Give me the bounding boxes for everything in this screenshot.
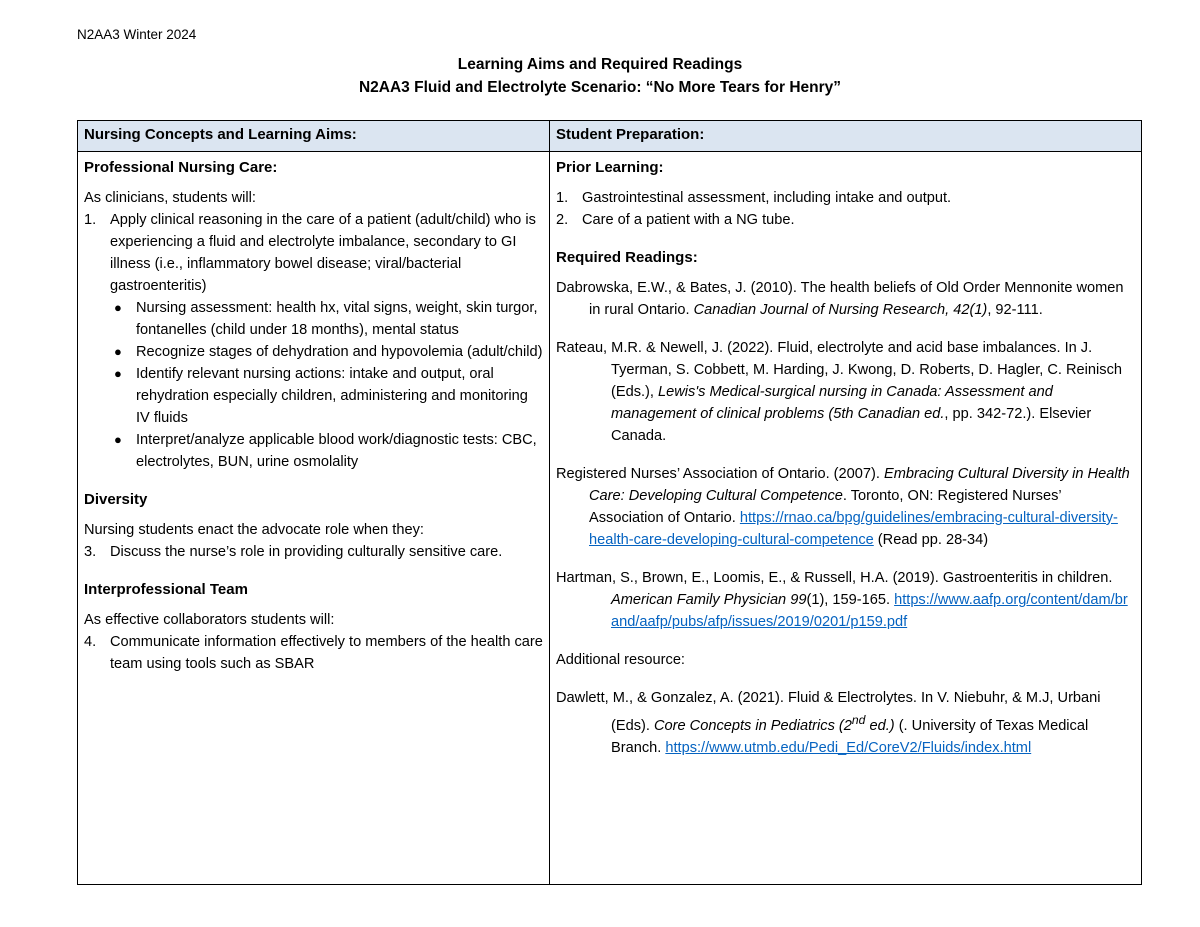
ref-tail: , 92-111.: [987, 302, 1043, 318]
table-header-row: [78, 121, 1142, 152]
list-text: Communicate information effectively to members of the health care team using tools such as SBAR: [110, 634, 543, 672]
course-term: N2AA3 Winter 2024: [77, 27, 197, 42]
list-number: 4.: [84, 634, 97, 650]
diversity-heading: Diversity: [84, 491, 148, 508]
list-text: Identify relevant nursing actions: intake and output, oral rehydration especially children, administering and monitoring IV fluids: [136, 366, 528, 426]
list-item: [84, 631, 543, 675]
list-item: [110, 429, 543, 473]
ref-publisher: . Toronto, ON: Registered Nurses’ Association of Ontario.: [589, 488, 1062, 526]
student-preparation-cell: [550, 152, 1142, 885]
prior-learning-list: [556, 187, 1135, 231]
list-item: [556, 187, 1135, 209]
list-item: [110, 341, 543, 363]
list-item: [84, 541, 543, 563]
list-number: 1.: [556, 190, 569, 206]
reference-rateau: [556, 337, 1135, 447]
ref-book-edition: ed.): [865, 717, 895, 734]
rnao-link[interactable]: https://rnao.ca/bpg/guidelines/embracing-cultural-diversity-health-care-developing-cultural-competence: [589, 510, 1118, 548]
list-text: Apply clinical reasoning in the care of a patient (adult/child) who is experiencing a fluid and electrolyte imbalance, secondary to GI illness (i.e., inflammatory bowel disease; viral/bacterial gastroenteritis): [110, 212, 536, 294]
ref-authors: Registered Nurses’ Association of Ontario. (2007).: [556, 466, 884, 482]
ref-tail: (. University of Texas Medical Branch.: [611, 717, 1089, 756]
professional-intro: As clinicians, students will:: [84, 190, 256, 206]
bullet-icon: ●: [114, 366, 122, 381]
ref-book: Core Concepts in Pediatrics (2: [653, 717, 852, 734]
professional-heading: Professional Nursing Care:: [84, 159, 278, 176]
diversity-intro: Nursing students enact the advocate role when they:: [84, 522, 424, 538]
learning-aims-cell: [78, 152, 550, 885]
list-text: Nursing assessment: health hx, vital signs, weight, skin turgor, fontanelles (child under 18 months), mental status: [136, 300, 538, 338]
interprofessional-heading: Interprofessional Team: [84, 581, 248, 598]
list-text: Care of a patient with a NG tube.: [582, 212, 795, 228]
diversity-list: [84, 541, 543, 563]
ref-tail: (Read pp. 28-34): [873, 532, 989, 548]
additional-resource-label: Additional resource:: [556, 652, 685, 668]
aafp-link[interactable]: https://www.aafp.org/content/dam/brand/aafp/pubs/afp/issues/2019/0201/p159.pdf: [611, 592, 1128, 630]
list-text: Gastrointestinal assessment, including intake and output.: [582, 190, 952, 206]
list-text: Recognize stages of dehydration and hypovolemia (adult/child): [136, 344, 543, 360]
utmb-link[interactable]: https://www.utmb.edu/Pedi_Ed/CoreV2/Fluids/index.html: [665, 739, 1032, 756]
list-number: 3.: [84, 544, 97, 560]
list-item: [84, 209, 543, 297]
document-title: [0, 53, 1200, 99]
ref-journal: Canadian Journal of Nursing Research, 42(1): [693, 302, 988, 318]
ref-tail: , pp. 342-72.). Elsevier Canada.: [611, 406, 1092, 444]
ref-book: Lewis's Medical-surgical nursing in Canada: Assessment and management of clinical problems (5th Canadian ed.: [611, 384, 1053, 422]
required-readings-heading: Required Readings:: [556, 249, 698, 266]
list-item: [556, 209, 1135, 231]
ref-tail: (1), 159-165.: [806, 592, 895, 608]
list-number: 1.: [84, 212, 97, 228]
ref-authors: Dabrowska, E.W., & Bates, J. (2010). The health beliefs of Old Order Mennonite women in rural Ontario.: [556, 280, 1124, 318]
ref-authors: Rateau, M.R. & Newell, J. (2022). Fluid, electrolyte and acid base imbalances. In J. Tyerman, S. Cobbett, M. Harding, J. Kwong, D. Roberts, D. Hagler, C. Reinisch (Eds.),: [556, 340, 1122, 400]
reference-hartman: [556, 567, 1135, 633]
list-text: Discuss the nurse’s role in providing culturally sensitive care.: [110, 544, 503, 560]
reference-dabrowska: [556, 277, 1135, 321]
bullet-icon: ●: [114, 344, 122, 359]
reference-dawlett: [556, 687, 1135, 759]
professional-bullets: [84, 297, 543, 473]
professional-list: [84, 209, 543, 297]
list-number: 2.: [556, 212, 569, 228]
prior-learning-heading: Prior Learning:: [556, 159, 664, 176]
ref-superscript: nd: [851, 713, 866, 727]
title-line-1: Learning Aims and Required Readings: [457, 56, 743, 73]
table-body-row: [78, 152, 1142, 885]
ref-journal: American Family Physician 99: [611, 592, 807, 608]
ref-book: Embracing Cultural Diversity in Health Care: Developing Cultural Competence: [589, 466, 1130, 504]
list-item: [110, 297, 543, 341]
ref-authors: Hartman, S., Brown, E., Loomis, E., & Russell, H.A. (2019). Gastroenteritis in children.: [556, 570, 1113, 586]
interprofessional-list: [84, 631, 543, 675]
col-header-student-preparation: Student Preparation:: [550, 121, 1142, 152]
learning-aims-table: [77, 120, 1142, 885]
bullet-icon: ●: [114, 432, 122, 447]
list-text: Interpret/analyze applicable blood work/diagnostic tests: CBC, electrolytes, BUN, urine osmolality: [136, 432, 537, 470]
col-header-learning-aims: Nursing Concepts and Learning Aims:: [78, 121, 550, 152]
bullet-icon: ●: [114, 300, 122, 315]
ref-authors: Dawlett, M., & Gonzalez, A. (2021). Fluid & Electrolytes. In V. Niebuhr, & M.J, Urbani (Eds).: [556, 690, 1101, 734]
interprofessional-intro: As effective collaborators students will:: [84, 612, 335, 628]
list-item: [110, 363, 543, 429]
reference-rnao: [556, 463, 1135, 551]
title-line-2: N2AA3 Fluid and Electrolyte Scenario: “No More Tears for Henry”: [358, 79, 842, 96]
